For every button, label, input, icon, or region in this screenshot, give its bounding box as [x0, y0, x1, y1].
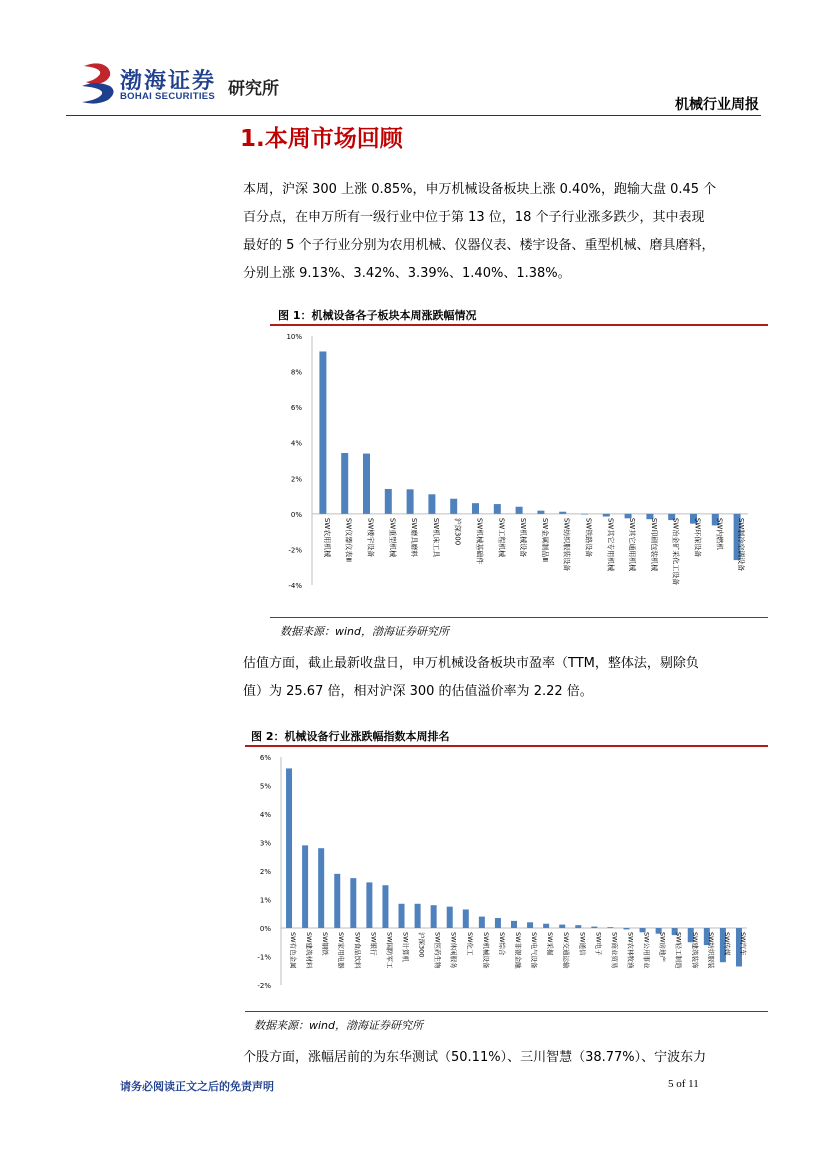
paragraph-line: 估值方面，截止最新收盘日，申万机械设备板块市盈率（TTM，整体法，剔除负	[243, 656, 699, 671]
y-tick-label: 1%	[259, 896, 271, 905]
category-label: SW商业贸易	[610, 932, 619, 969]
logo-chinese-name: 渤海证券	[120, 69, 217, 94]
report-type: 机械行业周报	[675, 97, 759, 113]
y-tick-label: 4%	[290, 439, 302, 448]
bar	[431, 905, 437, 928]
category-label: SW交通运输	[562, 932, 571, 969]
figure1-source: 数据来源：wind，渤海证券研究所	[280, 625, 450, 638]
paragraph-line: 分别上涨 9.13%、3.42%、3.39%、1.40%、1.38%。	[243, 266, 571, 281]
category-label: SW内燃机	[715, 517, 724, 551]
category-label: SW轻工制造	[674, 932, 683, 969]
category-label: 沪深300	[453, 517, 462, 546]
bar	[472, 503, 479, 514]
category-label: SW采掘	[546, 932, 555, 956]
bar	[318, 848, 324, 928]
bar	[543, 924, 549, 928]
y-tick-label: 3%	[259, 839, 271, 848]
header-rule	[66, 115, 761, 116]
bar	[603, 514, 610, 517]
bar	[527, 922, 533, 928]
category-label: SW房地产	[658, 932, 667, 963]
section-title: 1.本周市场回顾	[240, 126, 403, 152]
category-label: SW冶金矿采化工设备	[671, 517, 680, 586]
category-label: SW电气设备	[530, 932, 539, 969]
category-label: SW楼宇设备	[366, 517, 375, 558]
category-label: SW家用电器	[337, 932, 346, 969]
figure1-bottom-rule	[270, 617, 768, 618]
y-tick-label: 4%	[259, 811, 271, 819]
logo-english-name: BOHAI SECURITIES	[120, 91, 216, 102]
y-tick-label: 6%	[290, 404, 302, 413]
valuation-paragraph	[243, 650, 755, 706]
category-label: 沪深300	[417, 932, 426, 958]
category-label: SW公用事业	[642, 932, 651, 969]
footer-disclaimer: 请务必阅读正文之后的免责声明	[120, 1080, 274, 1093]
bar	[385, 489, 392, 514]
bar	[559, 512, 566, 514]
y-tick-label: 10%	[286, 333, 302, 341]
category-label: SW农林牧渔	[626, 932, 635, 969]
category-label: SW食品饮料	[353, 932, 362, 969]
bar	[450, 499, 457, 514]
category-label: SW国防军工	[385, 932, 394, 969]
stocks-paragraph: 个股方面，涨幅居前的为东华测试（50.11%）、三川智慧（38.77%）、宁波东力	[243, 1050, 707, 1065]
category-label: SW传媒	[722, 932, 731, 956]
figure2-source: 数据来源：wind，渤海证券研究所	[254, 1019, 424, 1032]
figure1-top-rule	[270, 324, 768, 326]
bar	[366, 882, 372, 928]
logo-mark-icon	[78, 60, 118, 106]
category-label: SW建筑材料	[305, 932, 314, 969]
page-number: 5 of 11	[668, 1078, 699, 1090]
y-tick-label: 0%	[290, 510, 302, 519]
category-label: SW通信	[578, 932, 587, 956]
figure2-title: 图 2：机械设备行业涨跌幅指数本周排名	[251, 730, 450, 743]
category-label: SW汽车	[738, 932, 747, 956]
category-label: SW工程机械	[497, 517, 506, 558]
bar	[428, 494, 435, 514]
category-label: SW化工	[465, 932, 474, 956]
bar	[350, 878, 356, 928]
y-tick-label: 0%	[259, 925, 271, 933]
y-tick-label: 6%	[259, 754, 271, 762]
bar	[302, 845, 308, 928]
y-tick-label: -4%	[288, 582, 302, 590]
category-label: SW综合	[497, 932, 506, 956]
y-tick-label: 2%	[259, 868, 271, 876]
category-label: SW铁路设备	[584, 517, 593, 558]
category-label: SW机床工具	[431, 517, 440, 558]
bar	[591, 927, 597, 928]
bar	[407, 489, 414, 514]
bar	[607, 927, 613, 928]
paragraph-line: 最好的 5 个子行业分别为农用机械、仪器仪表、楼宇设备、重型机械、磨具磨料，	[243, 238, 715, 253]
figure2-chart	[245, 748, 768, 1010]
category-label: SW银行	[369, 932, 378, 956]
figure1-title: 图 1：机械设备各子板块本周涨跌幅情况	[278, 309, 477, 322]
category-label: SW其它通用机械	[628, 517, 637, 572]
category-label: SW休闲服务	[449, 932, 458, 969]
bar	[286, 768, 292, 928]
category-label: SW磨具磨料	[410, 517, 419, 558]
bar	[415, 904, 421, 928]
category-label: SW计算机	[401, 932, 410, 963]
bar	[559, 925, 565, 928]
y-tick-label: 2%	[290, 475, 302, 484]
category-label: SW机械设备	[519, 517, 528, 558]
y-tick-label: -1%	[257, 953, 271, 962]
bar	[447, 907, 453, 928]
category-label: SW机械基础件	[475, 517, 484, 565]
bar	[537, 511, 544, 514]
category-label: SW重型机械	[388, 517, 397, 558]
market-review-paragraph	[243, 176, 755, 288]
logo	[78, 60, 118, 106]
bar	[495, 918, 501, 928]
figure2-top-rule	[245, 745, 768, 747]
category-label: SW医药生物	[433, 932, 442, 969]
bar	[575, 925, 581, 928]
category-label: SW制冷空调设备	[737, 517, 746, 572]
bar	[511, 921, 517, 928]
category-label: SW纺织服装	[706, 932, 715, 969]
category-label: SW金属制品Ⅲ	[540, 517, 549, 563]
bar	[479, 917, 485, 928]
bar	[623, 928, 629, 929]
category-label: SW环保设备	[693, 517, 702, 558]
bar	[363, 454, 370, 514]
category-label: SW有色金属	[289, 932, 298, 969]
category-label: SW电子	[594, 932, 603, 956]
paragraph-line: 值）为 25.67 倍，相对沪深 300 的估值溢价率为 2.22 倍。	[243, 684, 593, 699]
bar	[463, 909, 469, 928]
category-label: SW非银金融	[514, 932, 522, 969]
paragraph-line: 本周，沪深 300 上涨 0.85%，申万机械设备板块上涨 0.40%，跑输大盘 0.45 个	[243, 182, 717, 197]
category-label: SW农用机械	[322, 517, 331, 558]
bar	[382, 885, 388, 928]
bar	[341, 453, 348, 514]
bar	[319, 351, 326, 513]
figure1-chart	[270, 327, 768, 617]
y-tick-label: -2%	[257, 982, 271, 990]
category-label: SW纺织服装设备	[562, 517, 571, 572]
category-label: SW印刷包装机械	[649, 517, 658, 572]
y-tick-label: -2%	[288, 546, 302, 555]
paragraph-line: 百分点，在申万所有一级行业中位于第 13 位，18 个子行业涨多跌少，其中表现	[243, 210, 705, 225]
y-tick-label: 8%	[290, 368, 302, 377]
category-label: SW建筑装饰	[690, 932, 699, 969]
y-tick-label: 5%	[259, 782, 271, 791]
bar	[334, 874, 340, 928]
category-label: SW仪器仪表Ⅲ	[344, 517, 353, 563]
bar	[399, 904, 405, 928]
institute-label: 研究所	[228, 79, 279, 99]
figure2-bottom-rule	[245, 1011, 768, 1012]
bar	[494, 504, 501, 514]
bar	[581, 514, 588, 515]
category-label: SW机械设备	[481, 932, 490, 969]
bar	[516, 507, 523, 514]
category-label: SW其它专用机械	[606, 517, 615, 572]
category-label: SW钢铁	[321, 932, 330, 956]
